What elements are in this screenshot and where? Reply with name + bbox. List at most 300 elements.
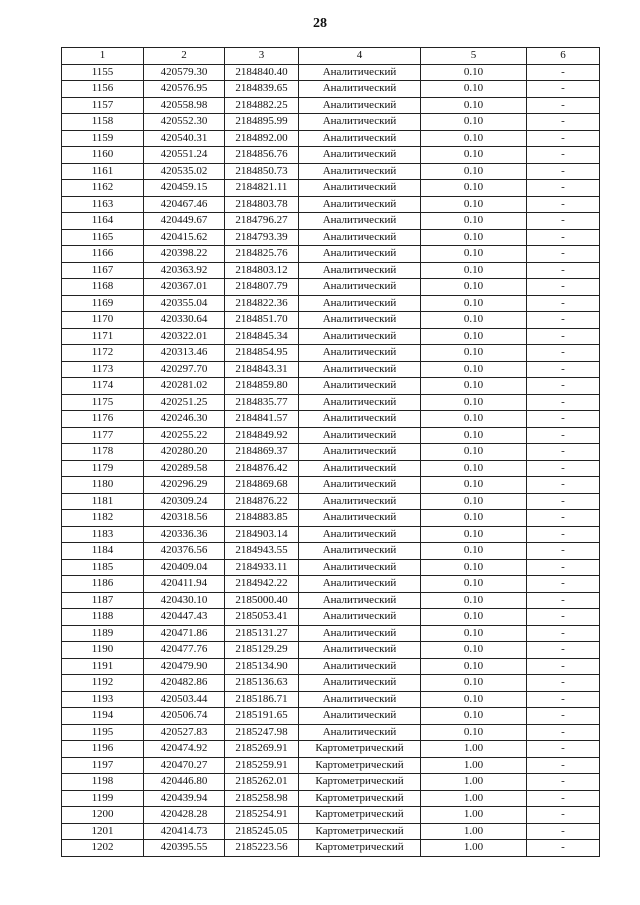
- table-row: [62, 774, 600, 791]
- cell-point-number: 1176: [62, 411, 144, 428]
- cell-method: Аналитический: [299, 81, 421, 98]
- cell-method: Аналитический: [299, 279, 421, 296]
- cell-method: Картометрический: [299, 840, 421, 857]
- cell-method: Аналитический: [299, 312, 421, 329]
- cell-x-coordinate: 420449.67: [144, 213, 225, 230]
- cell-method: Картометрический: [299, 790, 421, 807]
- cell-x-coordinate: 420289.58: [144, 460, 225, 477]
- cell-y-coordinate: 2184869.37: [225, 444, 299, 461]
- cell-x-coordinate: 420446.80: [144, 774, 225, 791]
- cell-method: Аналитический: [299, 97, 421, 114]
- cell-accuracy: 0.10: [421, 312, 527, 329]
- cell-method: Аналитический: [299, 642, 421, 659]
- cell-note: -: [527, 147, 600, 164]
- table-row: [62, 163, 600, 180]
- cell-x-coordinate: 420363.92: [144, 262, 225, 279]
- cell-point-number: 1201: [62, 823, 144, 840]
- cell-accuracy: 0.10: [421, 427, 527, 444]
- cell-point-number: 1161: [62, 163, 144, 180]
- cell-y-coordinate: 2184903.14: [225, 526, 299, 543]
- table-row: [62, 691, 600, 708]
- cell-accuracy: 0.10: [421, 559, 527, 576]
- cell-note: -: [527, 840, 600, 857]
- table-row: [62, 543, 600, 560]
- table-row: [62, 361, 600, 378]
- cell-x-coordinate: 420430.10: [144, 592, 225, 609]
- cell-note: -: [527, 493, 600, 510]
- cell-point-number: 1186: [62, 576, 144, 593]
- cell-note: -: [527, 427, 600, 444]
- cell-x-coordinate: 420409.04: [144, 559, 225, 576]
- cell-y-coordinate: 2184854.95: [225, 345, 299, 362]
- cell-accuracy: 0.10: [421, 328, 527, 345]
- table-row: [62, 64, 600, 81]
- cell-method: Картометрический: [299, 774, 421, 791]
- cell-note: -: [527, 246, 600, 263]
- cell-y-coordinate: 2184892.00: [225, 130, 299, 147]
- cell-y-coordinate: 2184841.57: [225, 411, 299, 428]
- cell-accuracy: 0.10: [421, 592, 527, 609]
- table-row: [62, 246, 600, 263]
- cell-method: Аналитический: [299, 328, 421, 345]
- cell-y-coordinate: 2184796.27: [225, 213, 299, 230]
- cell-y-coordinate: 2185223.56: [225, 840, 299, 857]
- cell-point-number: 1162: [62, 180, 144, 197]
- cell-x-coordinate: 420330.64: [144, 312, 225, 329]
- cell-x-coordinate: 420477.76: [144, 642, 225, 659]
- cell-method: Аналитический: [299, 394, 421, 411]
- cell-note: -: [527, 559, 600, 576]
- cell-y-coordinate: 2184856.76: [225, 147, 299, 164]
- cell-point-number: 1188: [62, 609, 144, 626]
- cell-accuracy: 0.10: [421, 444, 527, 461]
- cell-y-coordinate: 2184859.80: [225, 378, 299, 395]
- cell-method: Аналитический: [299, 411, 421, 428]
- cell-note: -: [527, 361, 600, 378]
- cell-y-coordinate: 2185254.91: [225, 807, 299, 824]
- cell-accuracy: 0.10: [421, 262, 527, 279]
- cell-x-coordinate: 420503.44: [144, 691, 225, 708]
- cell-accuracy: 0.10: [421, 477, 527, 494]
- cell-x-coordinate: 420297.70: [144, 361, 225, 378]
- cell-accuracy: 0.10: [421, 64, 527, 81]
- cell-method: Аналитический: [299, 361, 421, 378]
- cell-point-number: 1177: [62, 427, 144, 444]
- cell-note: -: [527, 229, 600, 246]
- cell-y-coordinate: 2184869.68: [225, 477, 299, 494]
- cell-x-coordinate: 420414.73: [144, 823, 225, 840]
- table-row: [62, 625, 600, 642]
- cell-note: -: [527, 675, 600, 692]
- cell-accuracy: 0.10: [421, 295, 527, 312]
- table-row: [62, 460, 600, 477]
- cell-x-coordinate: 420367.01: [144, 279, 225, 296]
- cell-point-number: 1197: [62, 757, 144, 774]
- table-row: [62, 411, 600, 428]
- cell-accuracy: 1.00: [421, 840, 527, 857]
- cell-x-coordinate: 420411.94: [144, 576, 225, 593]
- cell-y-coordinate: 2185053.41: [225, 609, 299, 626]
- table-row: [62, 757, 600, 774]
- cell-method: Картометрический: [299, 807, 421, 824]
- cell-point-number: 1169: [62, 295, 144, 312]
- cell-y-coordinate: 2184850.73: [225, 163, 299, 180]
- cell-note: -: [527, 312, 600, 329]
- cell-x-coordinate: 420527.83: [144, 724, 225, 741]
- cell-y-coordinate: 2184825.76: [225, 246, 299, 263]
- cell-method: Аналитический: [299, 229, 421, 246]
- cell-y-coordinate: 2184835.77: [225, 394, 299, 411]
- cell-x-coordinate: 420251.25: [144, 394, 225, 411]
- table-row: [62, 147, 600, 164]
- cell-point-number: 1166: [62, 246, 144, 263]
- cell-accuracy: 0.10: [421, 493, 527, 510]
- cell-note: -: [527, 592, 600, 609]
- table-row: [62, 279, 600, 296]
- cell-note: -: [527, 625, 600, 642]
- cell-method: Аналитический: [299, 262, 421, 279]
- table-row: [62, 427, 600, 444]
- cell-accuracy: 0.10: [421, 361, 527, 378]
- cell-note: -: [527, 411, 600, 428]
- cell-x-coordinate: 420376.56: [144, 543, 225, 560]
- cell-y-coordinate: 2184845.34: [225, 328, 299, 345]
- table-row: [62, 724, 600, 741]
- cell-accuracy: 1.00: [421, 807, 527, 824]
- column-header-2: 2: [144, 48, 225, 65]
- cell-y-coordinate: 2185259.91: [225, 757, 299, 774]
- cell-note: -: [527, 163, 600, 180]
- cell-note: -: [527, 807, 600, 824]
- cell-note: -: [527, 295, 600, 312]
- cell-method: Картометрический: [299, 741, 421, 758]
- cell-note: -: [527, 774, 600, 791]
- cell-point-number: 1194: [62, 708, 144, 725]
- cell-method: Аналитический: [299, 576, 421, 593]
- cell-x-coordinate: 420336.36: [144, 526, 225, 543]
- cell-accuracy: 0.10: [421, 576, 527, 593]
- cell-accuracy: 1.00: [421, 790, 527, 807]
- cell-point-number: 1187: [62, 592, 144, 609]
- cell-x-coordinate: 420471.86: [144, 625, 225, 642]
- cell-x-coordinate: 420535.02: [144, 163, 225, 180]
- cell-point-number: 1192: [62, 675, 144, 692]
- table-row: [62, 345, 600, 362]
- cell-note: -: [527, 328, 600, 345]
- table-row: [62, 477, 600, 494]
- cell-x-coordinate: 420439.94: [144, 790, 225, 807]
- cell-accuracy: 1.00: [421, 741, 527, 758]
- cell-x-coordinate: 420551.24: [144, 147, 225, 164]
- table-row: [62, 444, 600, 461]
- cell-point-number: 1178: [62, 444, 144, 461]
- cell-point-number: 1180: [62, 477, 144, 494]
- cell-point-number: 1158: [62, 114, 144, 131]
- cell-accuracy: 0.10: [421, 675, 527, 692]
- cell-point-number: 1157: [62, 97, 144, 114]
- cell-y-coordinate: 2184882.25: [225, 97, 299, 114]
- cell-method: Аналитический: [299, 444, 421, 461]
- cell-note: -: [527, 658, 600, 675]
- cell-point-number: 1199: [62, 790, 144, 807]
- table-header-row: [62, 48, 600, 65]
- cell-accuracy: 0.10: [421, 543, 527, 560]
- cell-method: Аналитический: [299, 724, 421, 741]
- cell-y-coordinate: 2184876.42: [225, 460, 299, 477]
- cell-accuracy: 0.10: [421, 213, 527, 230]
- cell-point-number: 1179: [62, 460, 144, 477]
- column-header-1: 1: [62, 48, 144, 65]
- cell-point-number: 1175: [62, 394, 144, 411]
- cell-x-coordinate: 420428.28: [144, 807, 225, 824]
- cell-method: Аналитический: [299, 114, 421, 131]
- cell-note: -: [527, 180, 600, 197]
- cell-accuracy: 0.10: [421, 196, 527, 213]
- cell-method: Аналитический: [299, 147, 421, 164]
- cell-point-number: 1195: [62, 724, 144, 741]
- table-row: [62, 262, 600, 279]
- cell-method: Аналитический: [299, 543, 421, 560]
- cell-point-number: 1160: [62, 147, 144, 164]
- cell-point-number: 1163: [62, 196, 144, 213]
- cell-method: Аналитический: [299, 609, 421, 626]
- cell-note: -: [527, 691, 600, 708]
- cell-method: Картометрический: [299, 823, 421, 840]
- cell-note: -: [527, 609, 600, 626]
- cell-note: -: [527, 477, 600, 494]
- table-row: [62, 840, 600, 857]
- cell-note: -: [527, 790, 600, 807]
- cell-x-coordinate: 420313.46: [144, 345, 225, 362]
- cell-accuracy: 0.10: [421, 394, 527, 411]
- cell-point-number: 1155: [62, 64, 144, 81]
- table-row: [62, 295, 600, 312]
- cell-accuracy: 0.10: [421, 163, 527, 180]
- cell-y-coordinate: 2184821.11: [225, 180, 299, 197]
- cell-point-number: 1181: [62, 493, 144, 510]
- cell-method: Аналитический: [299, 163, 421, 180]
- table-row: [62, 130, 600, 147]
- table-body: [62, 64, 600, 856]
- cell-y-coordinate: 2184822.36: [225, 295, 299, 312]
- cell-method: Аналитический: [299, 691, 421, 708]
- cell-method: Картометрический: [299, 757, 421, 774]
- cell-y-coordinate: 2185262.01: [225, 774, 299, 791]
- table-row: [62, 213, 600, 230]
- table-row: [62, 658, 600, 675]
- cell-y-coordinate: 2184883.85: [225, 510, 299, 527]
- cell-note: -: [527, 510, 600, 527]
- cell-note: -: [527, 394, 600, 411]
- cell-method: Аналитический: [299, 295, 421, 312]
- cell-accuracy: 0.10: [421, 724, 527, 741]
- cell-point-number: 1174: [62, 378, 144, 395]
- cell-accuracy: 0.10: [421, 658, 527, 675]
- cell-accuracy: 0.10: [421, 114, 527, 131]
- cell-method: Аналитический: [299, 510, 421, 527]
- cell-point-number: 1196: [62, 741, 144, 758]
- cell-y-coordinate: 2184876.22: [225, 493, 299, 510]
- cell-accuracy: 0.10: [421, 180, 527, 197]
- cell-y-coordinate: 2185258.98: [225, 790, 299, 807]
- cell-y-coordinate: 2185191.65: [225, 708, 299, 725]
- cell-x-coordinate: 420255.22: [144, 427, 225, 444]
- cell-y-coordinate: 2185129.29: [225, 642, 299, 659]
- cell-y-coordinate: 2184839.65: [225, 81, 299, 98]
- cell-point-number: 1170: [62, 312, 144, 329]
- cell-method: Аналитический: [299, 196, 421, 213]
- cell-y-coordinate: 2184942.22: [225, 576, 299, 593]
- table-row: [62, 609, 600, 626]
- cell-y-coordinate: 2185134.90: [225, 658, 299, 675]
- cell-method: Аналитический: [299, 460, 421, 477]
- cell-point-number: 1168: [62, 279, 144, 296]
- column-header-3: 3: [225, 48, 299, 65]
- table-row: [62, 493, 600, 510]
- cell-note: -: [527, 724, 600, 741]
- cell-point-number: 1202: [62, 840, 144, 857]
- cell-accuracy: 0.10: [421, 625, 527, 642]
- cell-x-coordinate: 420558.98: [144, 97, 225, 114]
- cell-point-number: 1182: [62, 510, 144, 527]
- cell-y-coordinate: 2184793.39: [225, 229, 299, 246]
- cell-note: -: [527, 823, 600, 840]
- cell-x-coordinate: 420281.02: [144, 378, 225, 395]
- cell-note: -: [527, 460, 600, 477]
- table-row: [62, 708, 600, 725]
- cell-accuracy: 0.10: [421, 510, 527, 527]
- cell-point-number: 1191: [62, 658, 144, 675]
- cell-accuracy: 0.10: [421, 708, 527, 725]
- cell-accuracy: 0.10: [421, 130, 527, 147]
- cell-method: Аналитический: [299, 658, 421, 675]
- cell-y-coordinate: 2185000.40: [225, 592, 299, 609]
- cell-accuracy: 1.00: [421, 757, 527, 774]
- cell-point-number: 1171: [62, 328, 144, 345]
- cell-method: Аналитический: [299, 345, 421, 362]
- cell-x-coordinate: 420576.95: [144, 81, 225, 98]
- cell-note: -: [527, 708, 600, 725]
- cell-y-coordinate: 2184803.78: [225, 196, 299, 213]
- cell-accuracy: 0.10: [421, 378, 527, 395]
- cell-method: Аналитический: [299, 559, 421, 576]
- cell-accuracy: 0.10: [421, 81, 527, 98]
- cell-x-coordinate: 420482.86: [144, 675, 225, 692]
- cell-accuracy: 0.10: [421, 345, 527, 362]
- cell-note: -: [527, 642, 600, 659]
- table-row: [62, 675, 600, 692]
- cell-note: -: [527, 81, 600, 98]
- cell-accuracy: 0.10: [421, 642, 527, 659]
- cell-point-number: 1193: [62, 691, 144, 708]
- table-row: [62, 180, 600, 197]
- table-row: [62, 592, 600, 609]
- cell-y-coordinate: 2184895.99: [225, 114, 299, 131]
- cell-x-coordinate: 420355.04: [144, 295, 225, 312]
- cell-accuracy: 0.10: [421, 246, 527, 263]
- cell-point-number: 1156: [62, 81, 144, 98]
- cell-note: -: [527, 741, 600, 758]
- cell-method: Аналитический: [299, 477, 421, 494]
- cell-point-number: 1159: [62, 130, 144, 147]
- cell-x-coordinate: 420309.24: [144, 493, 225, 510]
- cell-point-number: 1167: [62, 262, 144, 279]
- table-row: [62, 741, 600, 758]
- cell-method: Аналитический: [299, 625, 421, 642]
- cell-note: -: [527, 576, 600, 593]
- cell-note: -: [527, 64, 600, 81]
- cell-accuracy: 0.10: [421, 147, 527, 164]
- cell-x-coordinate: 420540.31: [144, 130, 225, 147]
- table-row: [62, 807, 600, 824]
- cell-point-number: 1189: [62, 625, 144, 642]
- table-row: [62, 328, 600, 345]
- cell-x-coordinate: 420479.90: [144, 658, 225, 675]
- cell-accuracy: 0.10: [421, 609, 527, 626]
- cell-accuracy: 1.00: [421, 823, 527, 840]
- cell-note: -: [527, 526, 600, 543]
- cell-y-coordinate: 2185269.91: [225, 741, 299, 758]
- coordinates-table: [61, 47, 600, 857]
- cell-x-coordinate: 420246.30: [144, 411, 225, 428]
- cell-point-number: 1184: [62, 543, 144, 560]
- cell-accuracy: 0.10: [421, 411, 527, 428]
- cell-accuracy: 0.10: [421, 97, 527, 114]
- cell-y-coordinate: 2185131.27: [225, 625, 299, 642]
- cell-method: Аналитический: [299, 246, 421, 263]
- cell-y-coordinate: 2184933.11: [225, 559, 299, 576]
- cell-x-coordinate: 420415.62: [144, 229, 225, 246]
- cell-x-coordinate: 420459.15: [144, 180, 225, 197]
- cell-method: Аналитический: [299, 708, 421, 725]
- cell-y-coordinate: 2184851.70: [225, 312, 299, 329]
- cell-x-coordinate: 420470.27: [144, 757, 225, 774]
- cell-accuracy: 0.10: [421, 526, 527, 543]
- cell-point-number: 1185: [62, 559, 144, 576]
- column-header-5: 5: [421, 48, 527, 65]
- cell-point-number: 1183: [62, 526, 144, 543]
- cell-method: Аналитический: [299, 427, 421, 444]
- cell-note: -: [527, 114, 600, 131]
- cell-method: Аналитический: [299, 675, 421, 692]
- table-row: [62, 823, 600, 840]
- table-row: [62, 642, 600, 659]
- cell-point-number: 1190: [62, 642, 144, 659]
- cell-y-coordinate: 2185186.71: [225, 691, 299, 708]
- table-row: [62, 97, 600, 114]
- cell-x-coordinate: 420467.46: [144, 196, 225, 213]
- cell-point-number: 1172: [62, 345, 144, 362]
- cell-y-coordinate: 2184849.92: [225, 427, 299, 444]
- cell-method: Аналитический: [299, 592, 421, 609]
- cell-note: -: [527, 196, 600, 213]
- cell-point-number: 1173: [62, 361, 144, 378]
- cell-point-number: 1198: [62, 774, 144, 791]
- cell-x-coordinate: 420579.30: [144, 64, 225, 81]
- table-row: [62, 526, 600, 543]
- cell-y-coordinate: 2184803.12: [225, 262, 299, 279]
- table-row: [62, 114, 600, 131]
- cell-x-coordinate: 420506.74: [144, 708, 225, 725]
- table-row: [62, 394, 600, 411]
- table-row: [62, 196, 600, 213]
- cell-note: -: [527, 345, 600, 362]
- page-number: 28: [313, 16, 327, 31]
- table-row: [62, 559, 600, 576]
- cell-x-coordinate: 420322.01: [144, 328, 225, 345]
- cell-x-coordinate: 420280.20: [144, 444, 225, 461]
- cell-y-coordinate: 2185136.63: [225, 675, 299, 692]
